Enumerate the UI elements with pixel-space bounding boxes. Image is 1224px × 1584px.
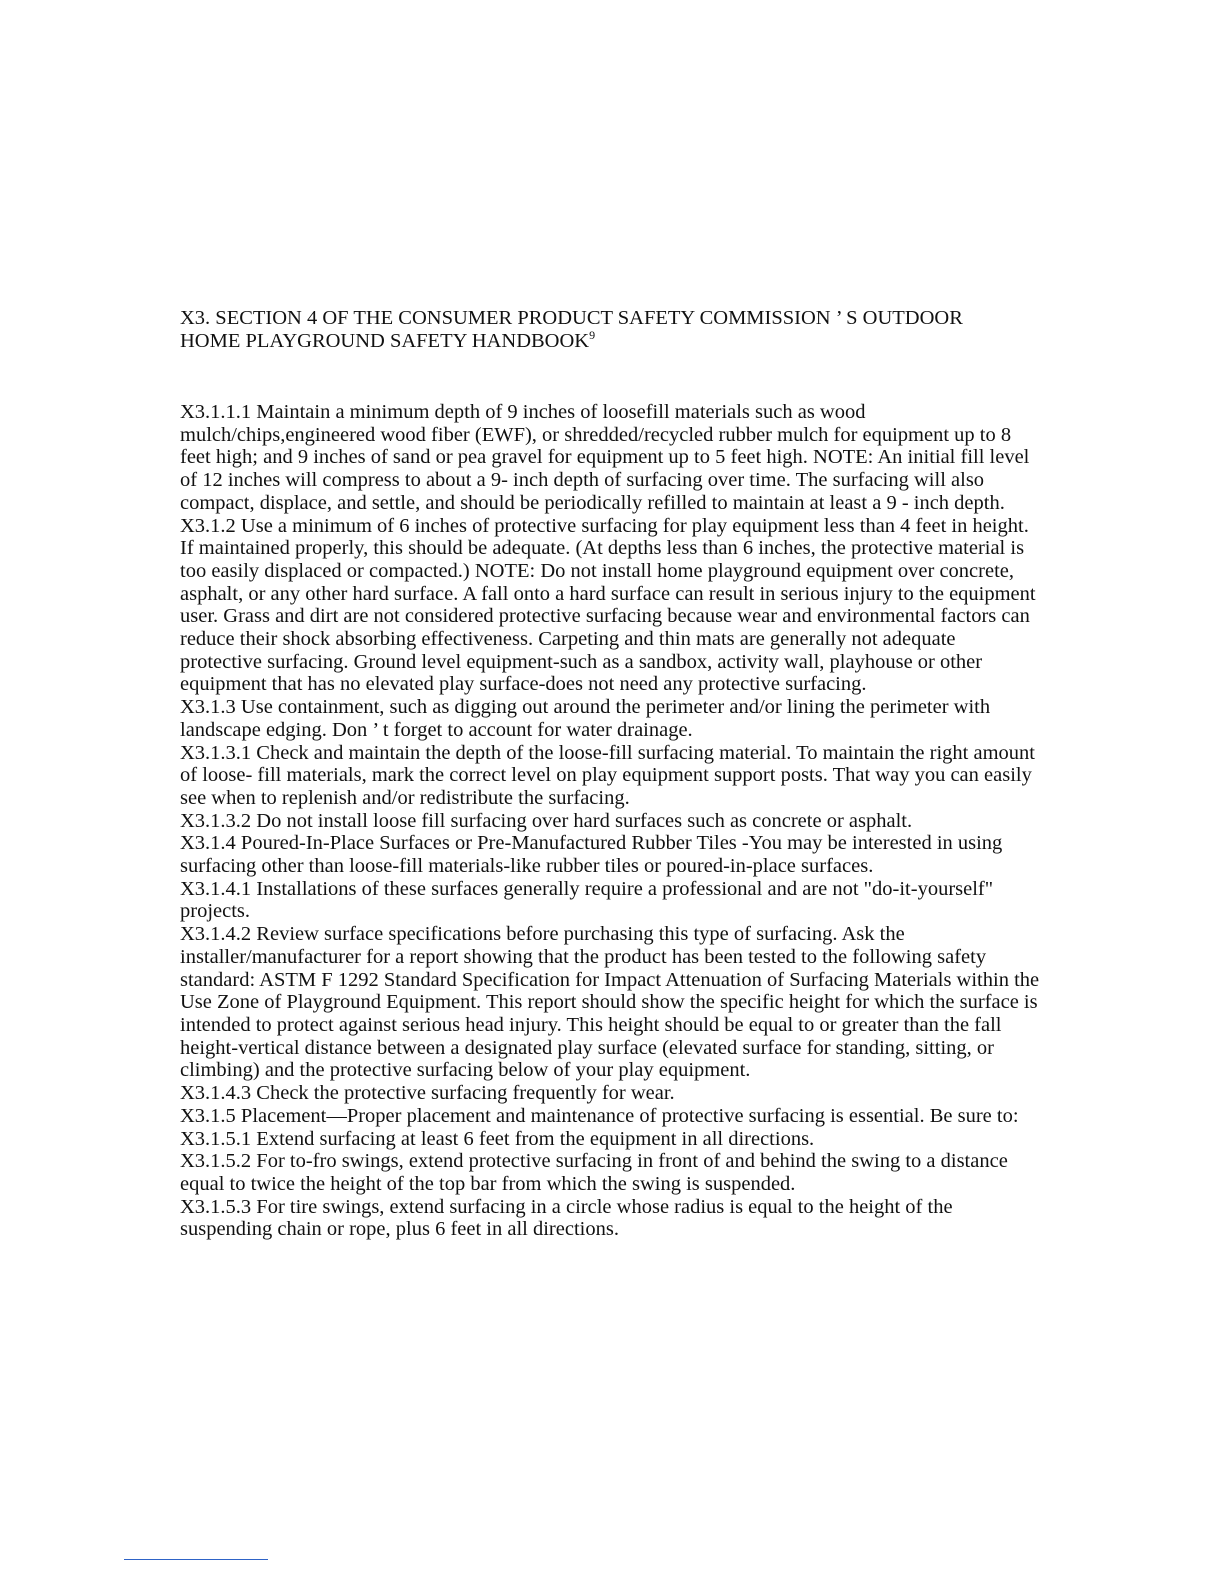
section-heading <box>180 307 1040 353</box>
paragraph-x3-1-5-2: X3.1.5.2 For to-fro swings, extend protective surfacing in front of and behind the swing to a distance equal to twice the height of the top bar from which the swing is suspended. <box>180 1150 1008 1195</box>
paragraph-x3-1-3: X3.1.3 Use containment, such as digging out around the perimeter and/or lining the perimeter with landscape edging. Don ’ t forget to account for water drainage. <box>180 696 991 741</box>
paragraph-x3-1-5: X3.1.5 Placement—Proper placement and maintenance of protective surfacing is essential. Be sure to: <box>180 1104 1019 1127</box>
footnote-reference: 9 <box>589 328 596 343</box>
paragraph-x3-1-1-1: X3.1.1.1 Maintain a minimum depth of 9 inches of loosefill materials such as wood mulch/chips,engineered wood fiber (EWF), or shredded/recycled rubber mulch for equipment up to 8 feet high; and 9 inches of sand or pea gravel for equipment up to 5 feet high. NOTE: An initial fill level of 12 inches will compress to about a 9- inch depth of surfacing over time. The surfacing will also compact, displace, and settle, and should be periodically refilled to maintain at least a 9 - inch depth. <box>180 401 1030 514</box>
paragraph-x3-1-2: X3.1.2 Use a minimum of 6 inches of protective surfacing for play equipment less than 4 feet in height. If maintained properly, this should be adequate. (At depths less than 6 inches, the protective material is too easily displaced or compacted.) NOTE: Do not install home playground equipment over concrete, asphalt, or any other hard surface. A fall onto a hard surface can result in serious injury to the equipment user. Grass and dirt are not considered protective surfacing because wear and environmental factors can reduce their shock absorbing effectiveness. Carpeting and thin mats are generally not adequate protective surfacing. Ground level equipment-such as a sandbox, activity wall, playhouse or other equipment that has no elevated play surface-does not need any protective surfacing. <box>180 514 1036 696</box>
document-page <box>180 307 1040 1241</box>
paragraph-x3-1-5-1: X3.1.5.1 Extend surfacing at least 6 feet from the equipment in all directions. <box>180 1127 815 1150</box>
paragraph-x3-1-3-2: X3.1.3.2 Do not install loose fill surfacing over hard surfaces such as concrete or asphalt. <box>180 809 913 832</box>
document-body <box>180 401 1040 1241</box>
paragraph-x3-1-4: X3.1.4 Poured-In-Place Surfaces or Pre-Manufactured Rubber Tiles -You may be interested in using surfacing other than loose-fill materials-like rubber tiles or poured-in-place surfaces. <box>180 832 1003 878</box>
paragraph-x3-1-5-3: X3.1.5.3 For tire swings, extend surfacing in a circle whose radius is equal to the height of the suspending chain or rope, plus 6 feet in all directions. <box>180 1195 953 1241</box>
footnote-separator <box>124 1559 268 1560</box>
paragraph-x3-1-4-3: X3.1.4.3 Check the protective surfacing frequently for wear. <box>180 1082 675 1105</box>
heading-line-2: HOME PLAYGROUND SAFETY HANDBOOK <box>180 330 590 352</box>
paragraph-x3-1-4-2: X3.1.4.2 Review surface specifications before purchasing this type of surfacing. Ask the installer/manufacturer for a report showing that the product has been tested to the following safety standard: ASTM F 1292 Standard Specification for Impact Attenuation of Surfacing Materials within the Use Zone of Playground Equipment. This report should show the specific height for which the surface is intended to protect against serious head injury. This height should be equal to or greater than the fall height-vertical distance between a designated play surface (elevated surface for standing, sitting, or climbing) and the protective surfacing below of your play equipment. <box>180 923 1040 1082</box>
paragraph-x3-1-3-1: X3.1.3.1 Check and maintain the depth of the loose-fill surfacing material. To maintain the right amount of loose- fill materials, mark the correct level on play equipment support posts. That way you can easily see when to replenish and/or redistribute the surfacing. <box>180 741 1035 809</box>
paragraph-x3-1-4-1: X3.1.4.1 Installations of these surfaces generally require a professional and are not "do-it-yourself" projects. <box>180 877 994 923</box>
heading-line-1: X3. SECTION 4 OF THE CONSUMER PRODUCT SAFETY COMMISSION ’ S OUTDOOR <box>180 307 963 329</box>
